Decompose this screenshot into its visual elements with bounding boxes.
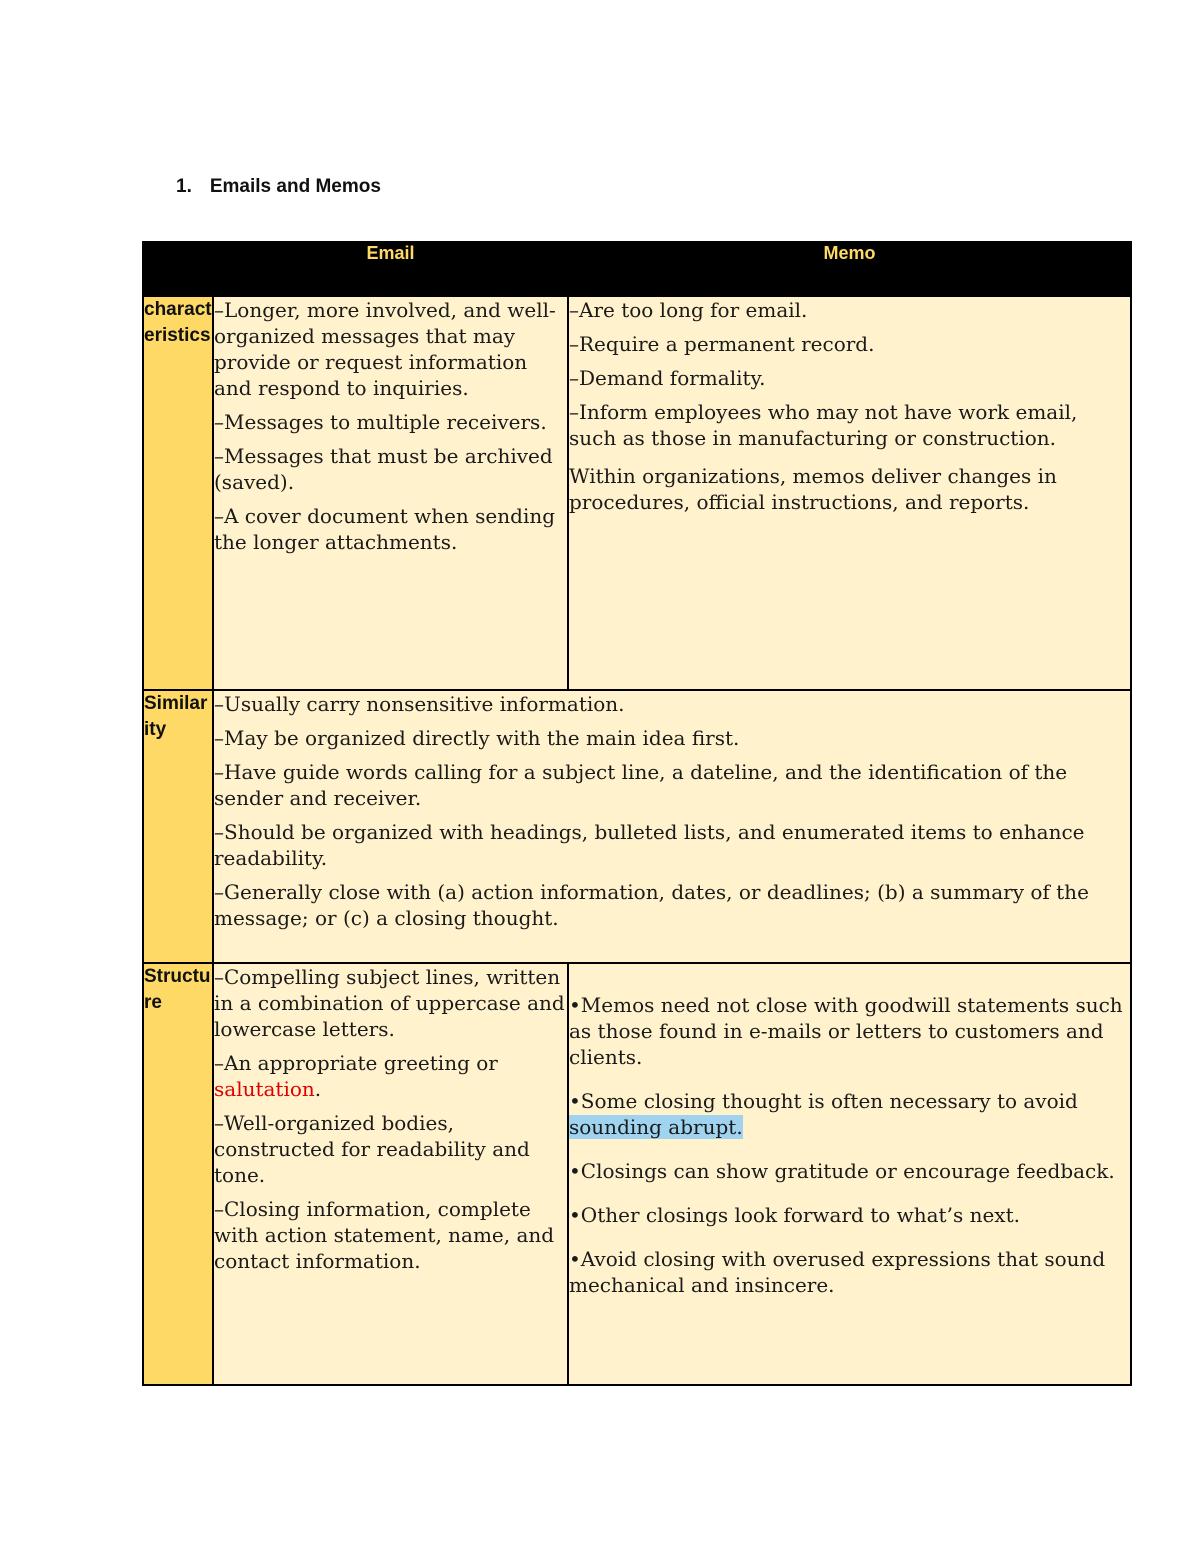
list-item: •Memos need not close with goodwill statements such as those found in e-mails or letters to customers and clients. [569,993,1123,1069]
list-item: –Demand formality. [569,366,766,390]
header-memo: Memo [568,242,1131,296]
list-item [214,1050,567,1102]
row-similarity [143,690,1131,963]
row-label-structure: Structure [143,963,213,1385]
list-item-text: •Some closing thought is often necessary to avoid [569,1089,1078,1113]
list-item: –Compelling subject lines, written in a combination of uppercase and lowercase letters. [214,965,565,1041]
salutation-highlight: salutation [214,1077,315,1101]
list-item: –Inform employees who may not have work email, such as those in manufacturing or construction. [569,400,1078,450]
header-email: Email [213,242,568,296]
section-heading [176,176,381,198]
row-label-characteristics: characteristics [143,296,213,690]
row-label-similarity: Similarity [143,690,213,963]
similarity-cell [213,690,1131,963]
list-item: –Well-organized bodies, constructed for readability and tone. [214,1111,530,1187]
characteristics-email-cell [213,296,568,690]
list-item: –Are too long for email. [569,298,808,322]
list-item: •Avoid closing with overused expressions that sound mechanical and insincere. [569,1247,1106,1297]
list-item: –Longer, more involved, and well-organized messages that may provide or request information and respond to inquiries. [214,298,556,400]
sounding-abrupt-highlight: sounding abrupt. [569,1115,743,1139]
structure-email-cell [213,963,568,1385]
list-item: –A cover document when sending the longer attachments. [214,504,556,554]
list-item: –Should be organized with headings, bulleted lists, and enumerated items to enhance readability. [214,820,1085,870]
section-number: 1. [176,176,192,197]
list-item: •Closings can show gratitude or encourage feedback. [569,1159,1115,1183]
characteristics-memo-cell [568,296,1131,690]
list-item: –Messages that must be archived (saved). [214,444,553,494]
list-item: –Messages to multiple receivers. [214,410,547,434]
list-item: –May be organized directly with the main idea first. [214,726,740,750]
header-corner [143,242,213,296]
list-item: –Usually carry nonsensitive information. [214,692,625,716]
list-item-text: –An appropriate greeting or [214,1051,498,1075]
structure-memo-cell [568,963,1131,1385]
list-item [569,1088,1130,1140]
row-characteristics [143,296,1131,690]
comparison-table [142,241,1132,1386]
list-item: –Generally close with (a) action information, dates, or deadlines; (b) a summary of the message; or (c) a closing thought. [214,880,1089,930]
memo-summary: Within organizations, memos deliver changes in procedures, official instructions, and reports. [569,464,1057,514]
section-title: Emails and Memos [209,176,381,197]
list-item: •Other closings look forward to what’s next. [569,1203,1020,1227]
list-item: –Require a permanent record. [569,332,875,356]
list-item: –Closing information, complete with action statement, name, and contact information. [214,1197,555,1273]
list-item-text: . [314,1077,322,1101]
header-row [143,242,1131,296]
list-item: –Have guide words calling for a subject line, a dateline, and the identification of the sender and receiver. [214,760,1068,810]
row-structure [143,963,1131,1385]
